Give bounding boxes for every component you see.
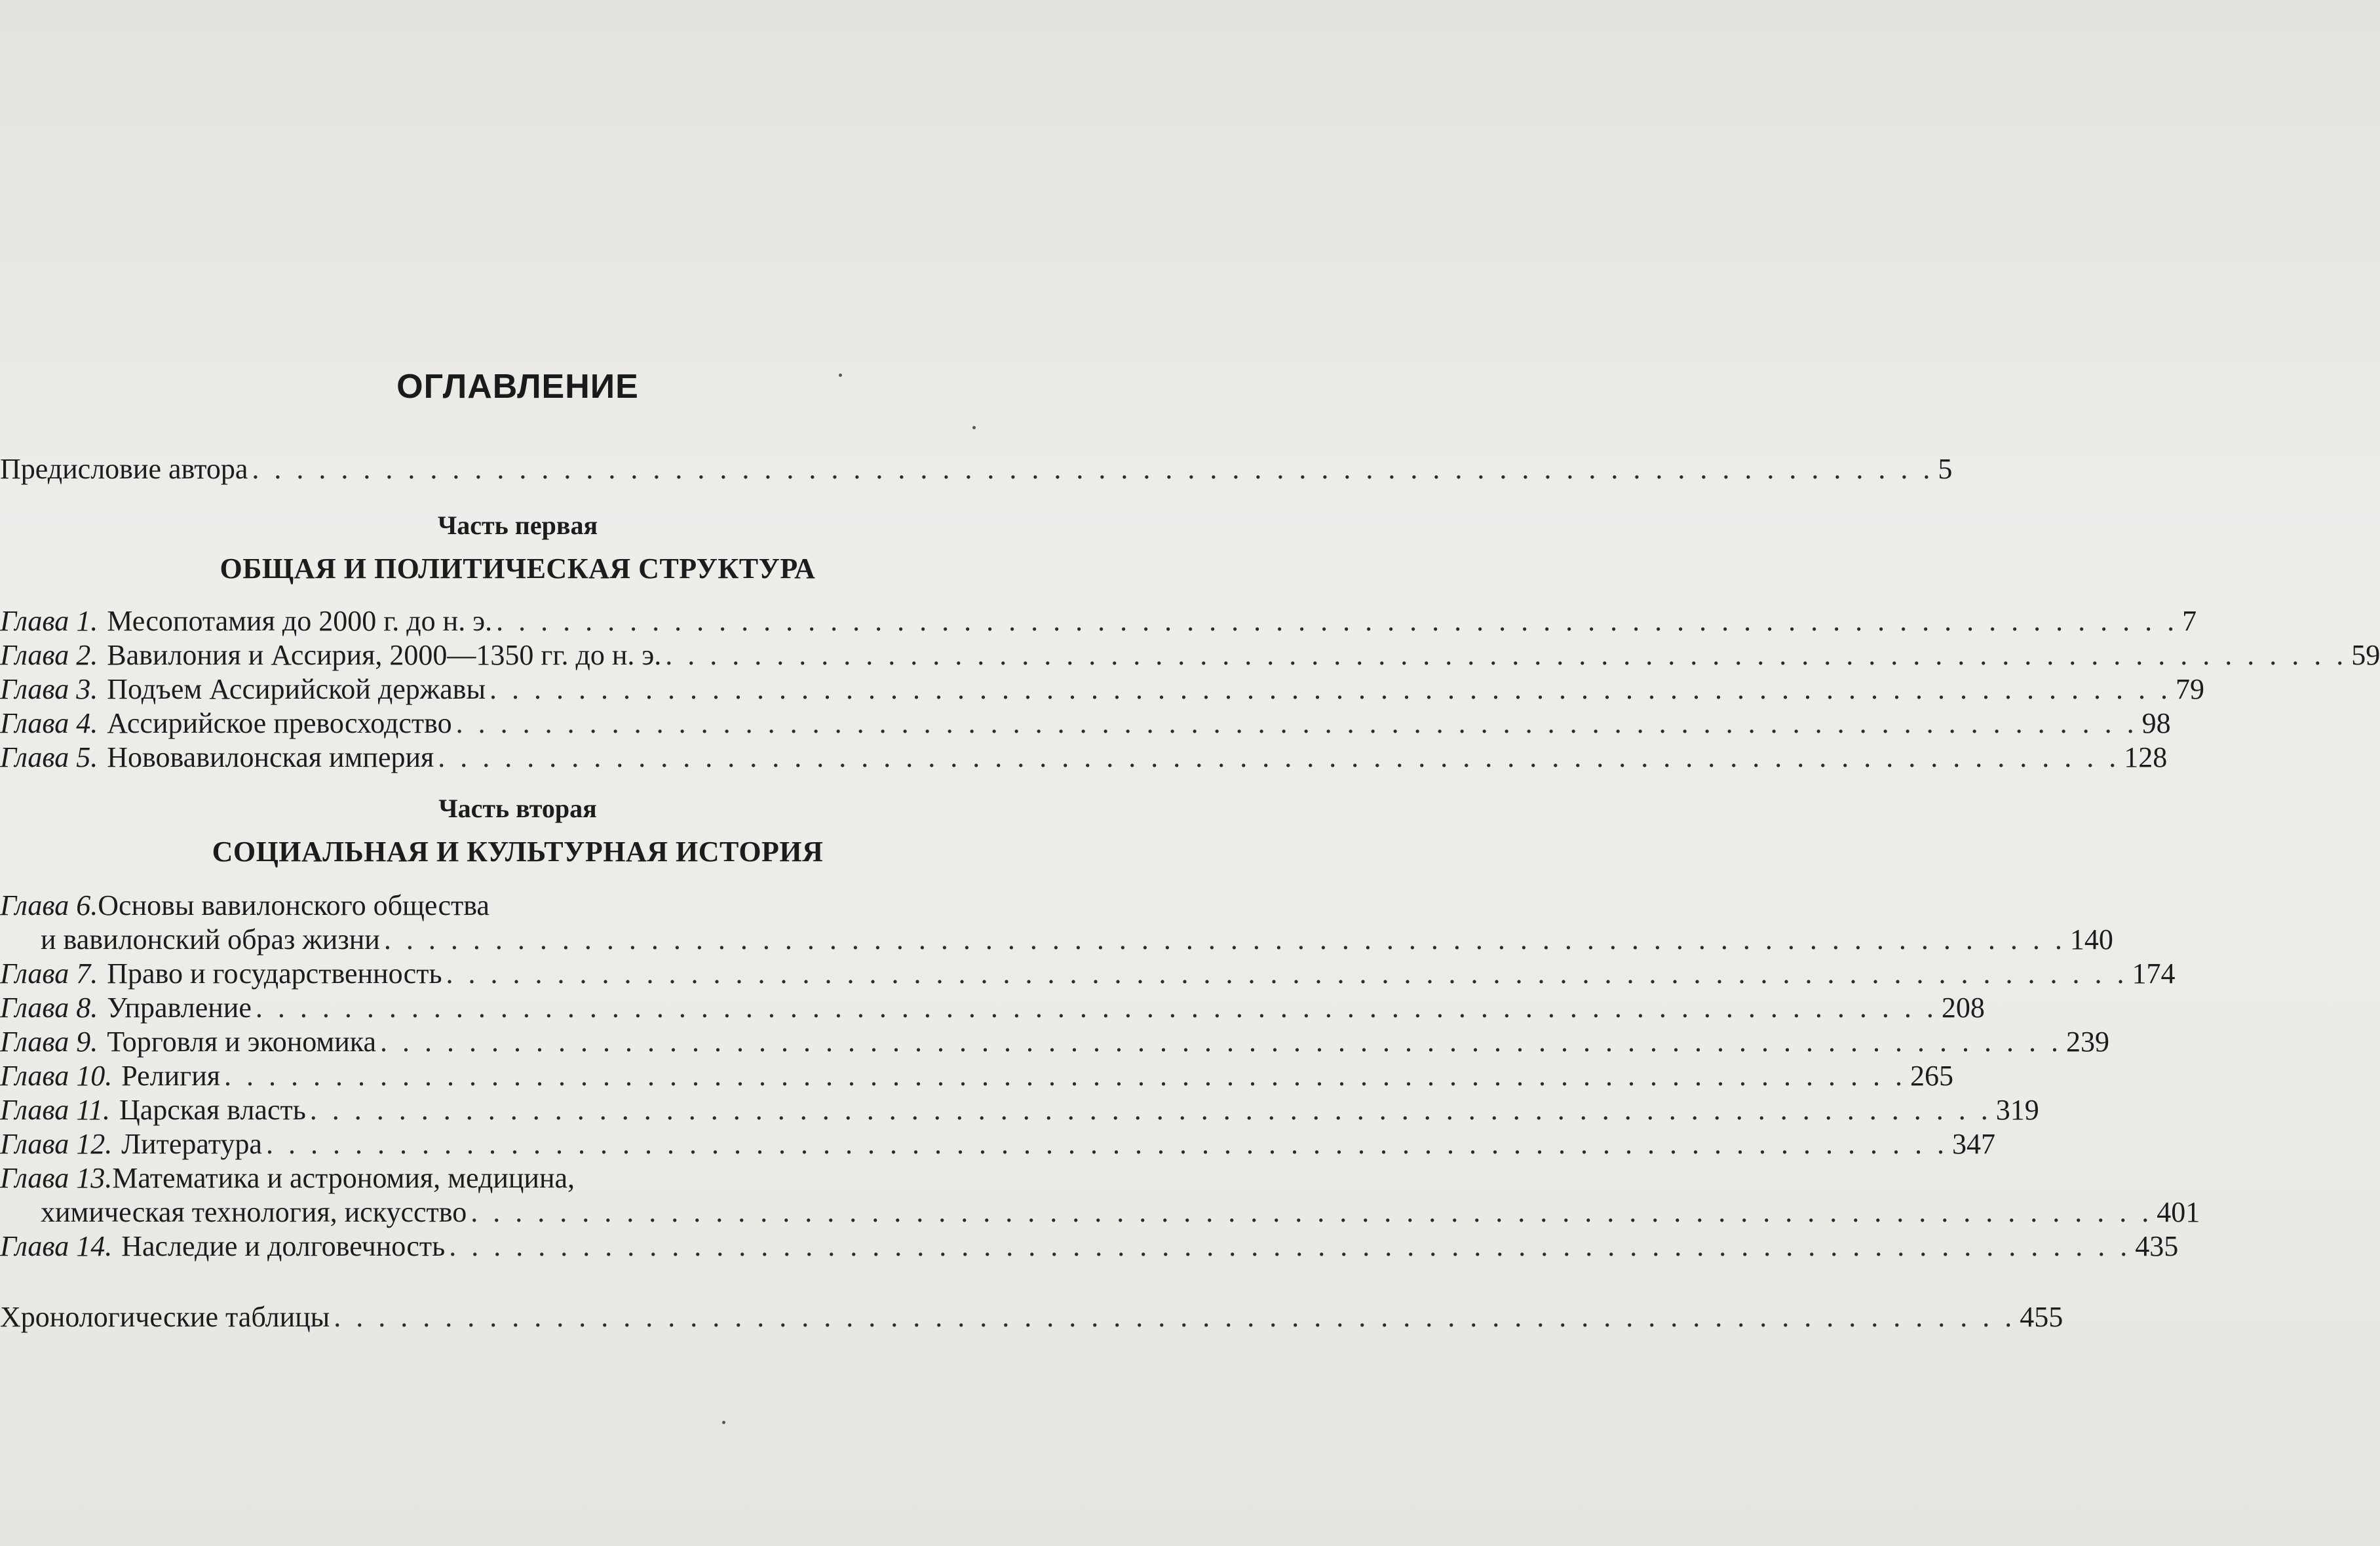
dot-leader: . . . . . . . . . . . . . . . . . . . . . . . . . . . . . . . . . . . . . . . . . . . . . . . . . . . . . . . . . . . . . . . . . . . . . . . . . . . .	[334, 1301, 2016, 1333]
chapter-number: Глава 13.	[0, 1162, 113, 1194]
toc-entry-chapter-4	[0, 706, 2171, 741]
dot-leader: . . . . . . . . . . . . . . . . . . . . . . . . . . . . . . . . . . . . . . . . . . . . . . . . . . . . . . . . . . . . . . . . . . . . . . . . . . . .	[446, 957, 2128, 990]
chapter-number: Глава 14.	[0, 1230, 113, 1262]
tables-page: 455	[2020, 1301, 2063, 1333]
paper-speck	[839, 374, 842, 377]
chapter-title-continued: и вавилонский образ жизни	[41, 923, 380, 956]
toc-entry-chapter-10	[0, 1059, 1953, 1093]
toc-entry-chapter-13	[41, 1195, 2200, 1229]
chapter-page: 98	[2141, 707, 2171, 739]
chapter-page: 7	[2182, 605, 2197, 637]
dot-leader: . . . . . . . . . . . . . . . . . . . . . . . . . . . . . . . . . . . . . . . . . . . . . . . . . . . . . . . . . . . . . . . . . . . . . . . . . . . .	[489, 673, 2172, 705]
chapter-page: 265	[1910, 1060, 1953, 1092]
toc-heading: ОГЛАВЛЕНИЕ	[396, 368, 639, 406]
chapter-page: 140	[2069, 923, 2113, 956]
chapter-page: 319	[1995, 1094, 2039, 1126]
chapter-title: Наследие и долговечность	[121, 1230, 446, 1262]
chapter-title: Царская власть	[119, 1094, 306, 1126]
chapter-number: Глава 11.	[0, 1094, 110, 1126]
chapter-number: Глава 5.	[0, 741, 98, 773]
chapter-page: 128	[2124, 741, 2168, 773]
chapter-number: Глава 7.	[0, 957, 98, 990]
preface-page: 5	[1938, 453, 1953, 485]
dot-leader: . . . . . . . . . . . . . . . . . . . . . . . . . . . . . . . . . . . . . . . . . . . . . . . . . . . . . . . . . . . . . . . . . . . . . . . . . . . .	[665, 639, 2348, 671]
part1-title: ОБЩАЯ И ПОЛИТИЧЕСКАЯ СТРУКТУРА	[220, 552, 816, 585]
chapter-number: Глава 10.	[0, 1060, 113, 1092]
chapter-number: Глава 2.	[0, 639, 98, 671]
chapter-number: Глава 8.	[0, 992, 98, 1024]
toc-entry-chapter-6-first-line	[0, 889, 1026, 923]
chapter-page: 435	[2135, 1230, 2179, 1262]
chapter-page: 174	[2132, 957, 2176, 990]
toc-entry-chapter-13-first-line	[0, 1161, 1026, 1195]
chapter-title: Ассирийское превосходство	[107, 707, 452, 739]
toc-entry-chapter-6	[41, 923, 2113, 957]
chapter-title: Торговля и экономика	[107, 1026, 377, 1058]
dot-leader: . . . . . . . . . . . . . . . . . . . . . . . . . . . . . . . . . . . . . . . . . . . . . . . . . . . . . . . . . . . . . . . . . . . . . . . . . . . .	[383, 923, 2066, 956]
dot-leader: . . . . . . . . . . . . . . . . . . . . . . . . . . . . . . . . . . . . . . . . . . . . . . . . . . . . . . . . . . . . . . . . . . . . . . . . . . . .	[223, 1060, 1906, 1092]
tables-label: Хронологические таблицы	[0, 1301, 330, 1333]
chapter-title: Религия	[121, 1060, 220, 1092]
chapter-page: 79	[2176, 673, 2205, 705]
chapter-title: Математика и астрономия, медицина,	[112, 1162, 575, 1194]
preface-label: Предисловие автора	[0, 453, 248, 485]
chapter-page: 401	[2157, 1196, 2200, 1228]
chapter-page: 347	[1951, 1128, 1995, 1160]
show-through-text	[315, 79, 319, 98]
chapter-title: Вавилония и Ассирия, 2000—1350 гг. до н. э.	[107, 639, 662, 671]
toc-entry-chronological-tables	[0, 1300, 2063, 1334]
dot-leader: . . . . . . . . . . . . . . . . . . . . . . . . . . . . . . . . . . . . . . . . . . . . . . . . . . . . . . . . . . . . . . . . . . . . . . . . . . . .	[496, 605, 2179, 637]
toc-entry-chapter-5	[0, 741, 2168, 775]
toc-entry-chapter-3	[0, 672, 2205, 706]
chapter-page: 59	[2351, 639, 2380, 671]
dot-leader: . . . . . . . . . . . . . . . . . . . . . . . . . . . . . . . . . . . . . . . . . . . . . . . . . . . . . . . . . . . . . . . . . . . . . . . . . . . .	[438, 741, 2121, 773]
part2-label: Часть вторая	[438, 794, 597, 823]
chapter-title: Основы вавилонского общества	[98, 889, 489, 921]
toc-entry-chapter-2	[0, 638, 2380, 672]
toc-entry-chapter-12	[0, 1127, 1995, 1161]
chapter-title: Управление	[107, 992, 252, 1024]
dot-leader: . . . . . . . . . . . . . . . . . . . . . . . . . . . . . . . . . . . . . . . . . . . . . . . . . . . . . . . . . . . . . . . . . . . . . . . . . . . .	[449, 1230, 2132, 1262]
chapter-number: Глава 3.	[0, 673, 98, 705]
dot-leader: . . . . . . . . . . . . . . . . . . . . . . . . . . . . . . . . . . . . . . . . . . . . . . . . . . . . . . . . . . . . . . . . . . . . . . . . . . . .	[255, 992, 1938, 1024]
dot-leader: . . . . . . . . . . . . . . . . . . . . . . . . . . . . . . . . . . . . . . . . . . . . . . . . . . . . . . . . . . . . . . . . . . . . . . . . . . . .	[380, 1026, 2063, 1058]
dot-leader: . . . . . . . . . . . . . . . . . . . . . . . . . . . . . . . . . . . . . . . . . . . . . . . . . . . . . . . . . . . . . . . . . . . . . . . . . . . .	[470, 1196, 2153, 1228]
dot-leader: . . . . . . . . . . . . . . . . . . . . . . . . . . . . . . . . . . . . . . . . . . . . . . . . . . . . . . . . . . . . . . . . . . . . . . . . . . . .	[265, 1128, 1948, 1160]
dot-leader: . . . . . . . . . . . . . . . . . . . . . . . . . . . . . . . . . . . . . . . . . . . . . . . . . . . . . . . . . . . . . . . . . . . . . . . . . . . .	[455, 707, 2138, 739]
dot-leader: . . . . . . . . . . . . . . . . . . . . . . . . . . . . . . . . . . . . . . . . . . . . . . . . . . . . . . . . . . . . . . . . . . . . . . . . . . . .	[252, 453, 1934, 485]
part2-title: СОЦИАЛЬНАЯ И КУЛЬТУРНАЯ ИСТОРИЯ	[212, 836, 824, 868]
toc-entry-chapter-1	[0, 604, 2197, 638]
chapter-number: Глава 6.	[0, 889, 98, 921]
toc-entry-chapter-7	[0, 957, 2176, 991]
toc-entry-preface	[0, 452, 1953, 486]
chapter-number: Глава 12.	[0, 1128, 113, 1160]
chapter-title: Нововавилонская империя	[107, 741, 434, 773]
chapter-number: Глава 1.	[0, 605, 98, 637]
chapter-number: Глава 9.	[0, 1026, 98, 1058]
part1-label: Часть первая	[437, 511, 598, 540]
chapter-title-continued: химическая технология, искусство	[41, 1196, 467, 1228]
chapter-page: 208	[1941, 992, 1985, 1024]
chapter-title: Право и государственность	[107, 957, 442, 990]
paper-speck	[722, 1421, 725, 1424]
toc-entry-chapter-11	[0, 1093, 2039, 1127]
toc-entry-chapter-14	[0, 1229, 2179, 1264]
chapter-title: Месопотамия до 2000 г. до н. э.	[107, 605, 493, 637]
paper-speck	[972, 426, 976, 429]
toc-entry-chapter-8	[0, 991, 1985, 1025]
chapter-number: Глава 4.	[0, 707, 98, 739]
toc-entry-chapter-9	[0, 1025, 2110, 1059]
dot-leader: . . . . . . . . . . . . . . . . . . . . . . . . . . . . . . . . . . . . . . . . . . . . . . . . . . . . . . . . . . . . . . . . . . . . . . . . . . . .	[309, 1094, 1992, 1126]
chapter-page: 239	[2066, 1026, 2110, 1058]
chapter-title: Литература	[121, 1128, 262, 1160]
chapter-title: Подъем Ассирийской державы	[107, 673, 486, 705]
